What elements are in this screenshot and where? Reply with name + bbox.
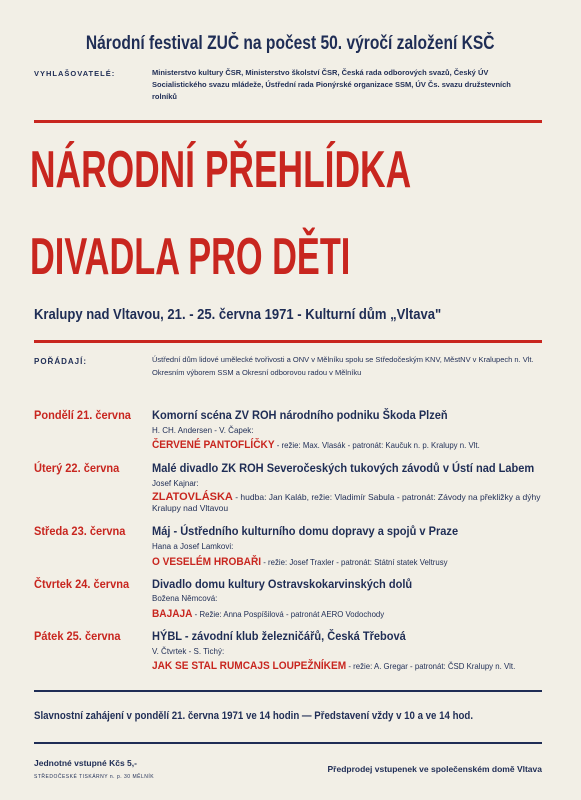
navy-divider-bottom (34, 742, 542, 744)
admission-price: Jednotné vstupné Kčs 5,- (34, 758, 137, 768)
program-play (152, 439, 508, 451)
play-details: - režie: Josef Traxler - patronát: Státní statek Veltrusy (261, 557, 448, 567)
program-day: Pondělí 21. června (34, 408, 131, 422)
program-authors: Josef Kajnar: (152, 479, 199, 488)
program-ensemble: Divadlo domu kultury Ostravskokarvinských dolů (152, 577, 413, 591)
poradaji-label: POŘÁDAJÍ: (34, 357, 88, 366)
printer-imprint: STŘEDOČESKÉ TISKÁRNY n. p. 30 MĚLNÍK (34, 774, 155, 780)
poradaji-text: Ústřední dům lidové umělecké tvořivosti a ONV v Mělníku spolu se Středočeským KNV, MěstNV v Kralupech n. Vlt. Okresním výborem SSM a Okresní odborovou radou v Mělníku (152, 355, 534, 377)
program-ensemble: HÝBL - závodní klub železničářů, Česká Třebová (152, 629, 406, 643)
program-day: Středa 23. června (34, 524, 126, 538)
main-title-line-1: NÁRODNÍ PŘEHLÍDKA (30, 141, 412, 199)
program-ensemble: Máj - Ústředního kulturního domu dopravy a spojů v Praze (152, 524, 459, 538)
program-play (152, 492, 544, 514)
play-details: - hudba: Jan Kaláb, režie: Vladimír Sabula - patronát: Závody na překližky a dýhy Kralupy nad Vltavou (152, 492, 541, 513)
navy-divider-top (34, 690, 542, 692)
play-title: JAK SE STAL RUMCAJS LOUPEŽNÍKEM (152, 660, 347, 672)
play-title: ZLATOVLÁSKA (152, 491, 233, 503)
opening-info: Slavnostní zahájení v pondělí 21. června 1971 ve 14 hodin — Představení vždy v 10 a ve 14 hod. (34, 710, 474, 722)
festival-heading: Národní festival ZUČ na počest 50. výročí založení KSČ (86, 33, 495, 54)
program-ensemble: Komorní scéna ZV ROH národního podniku Škoda Plzeň (152, 408, 448, 422)
main-title-line-2: DIVADLA PRO DĚTI (30, 228, 351, 286)
program-authors: H. CH. Andersen - V. Čapek: (152, 426, 254, 435)
program-day: Čtvrtek 24. června (34, 577, 130, 591)
play-details: - režie: A. Gregar - patronát: ČSD Kralupy n. Vlt. (346, 661, 516, 671)
presale-info: Předprodej vstupenek ve společenském domě Vltava (327, 764, 542, 774)
program-day: Úterý 22. června (34, 461, 120, 475)
event-location: Kralupy nad Vltavou, 21. - 25. června 1971 - Kulturní dům „Vltava" (34, 307, 442, 323)
program-day: Pátek 25. června (34, 629, 121, 643)
program-authors: Hana a Josef Lamkovi: (152, 542, 234, 551)
red-divider-middle (34, 340, 542, 343)
program-authors: Božena Němcová: (152, 594, 218, 603)
play-title: O VESELÉM HROBAŘI (152, 556, 262, 568)
vyhlasovatele-text: Ministerstvo kultury ČSR, Ministerstvo školství ČSR, Česká rada odborových svazů, Český ÚV Socialistického svazu mládeže, Ústřední rada Pionýrské organizace SSM, ÚV Čs. svazu družstevních rolníků (152, 68, 511, 101)
play-title: ČERVENÉ PANTOFLÍČKY (152, 439, 275, 451)
play-title: BAJAJA (152, 608, 193, 620)
play-details: - režie: Max. Vlasák - patronát: Kaučuk n. p. Kralupy n. Vlt. (274, 440, 480, 450)
program-play (152, 556, 473, 568)
program-authors: V. Čtvrtek - S. Tichý: (152, 647, 225, 656)
play-details: - Režie: Anna Pospíšilová - patronát AERO Vodochody (192, 609, 385, 619)
red-divider-top (34, 120, 542, 123)
program-play (152, 608, 404, 620)
vyhlasovatele-label: VYHLAŠOVATELÉ: (34, 69, 116, 78)
program-ensemble: Malé divadlo ZK ROH Severočeských tukových závodů v Ústí nad Labem (152, 461, 535, 475)
program-play (152, 660, 547, 672)
